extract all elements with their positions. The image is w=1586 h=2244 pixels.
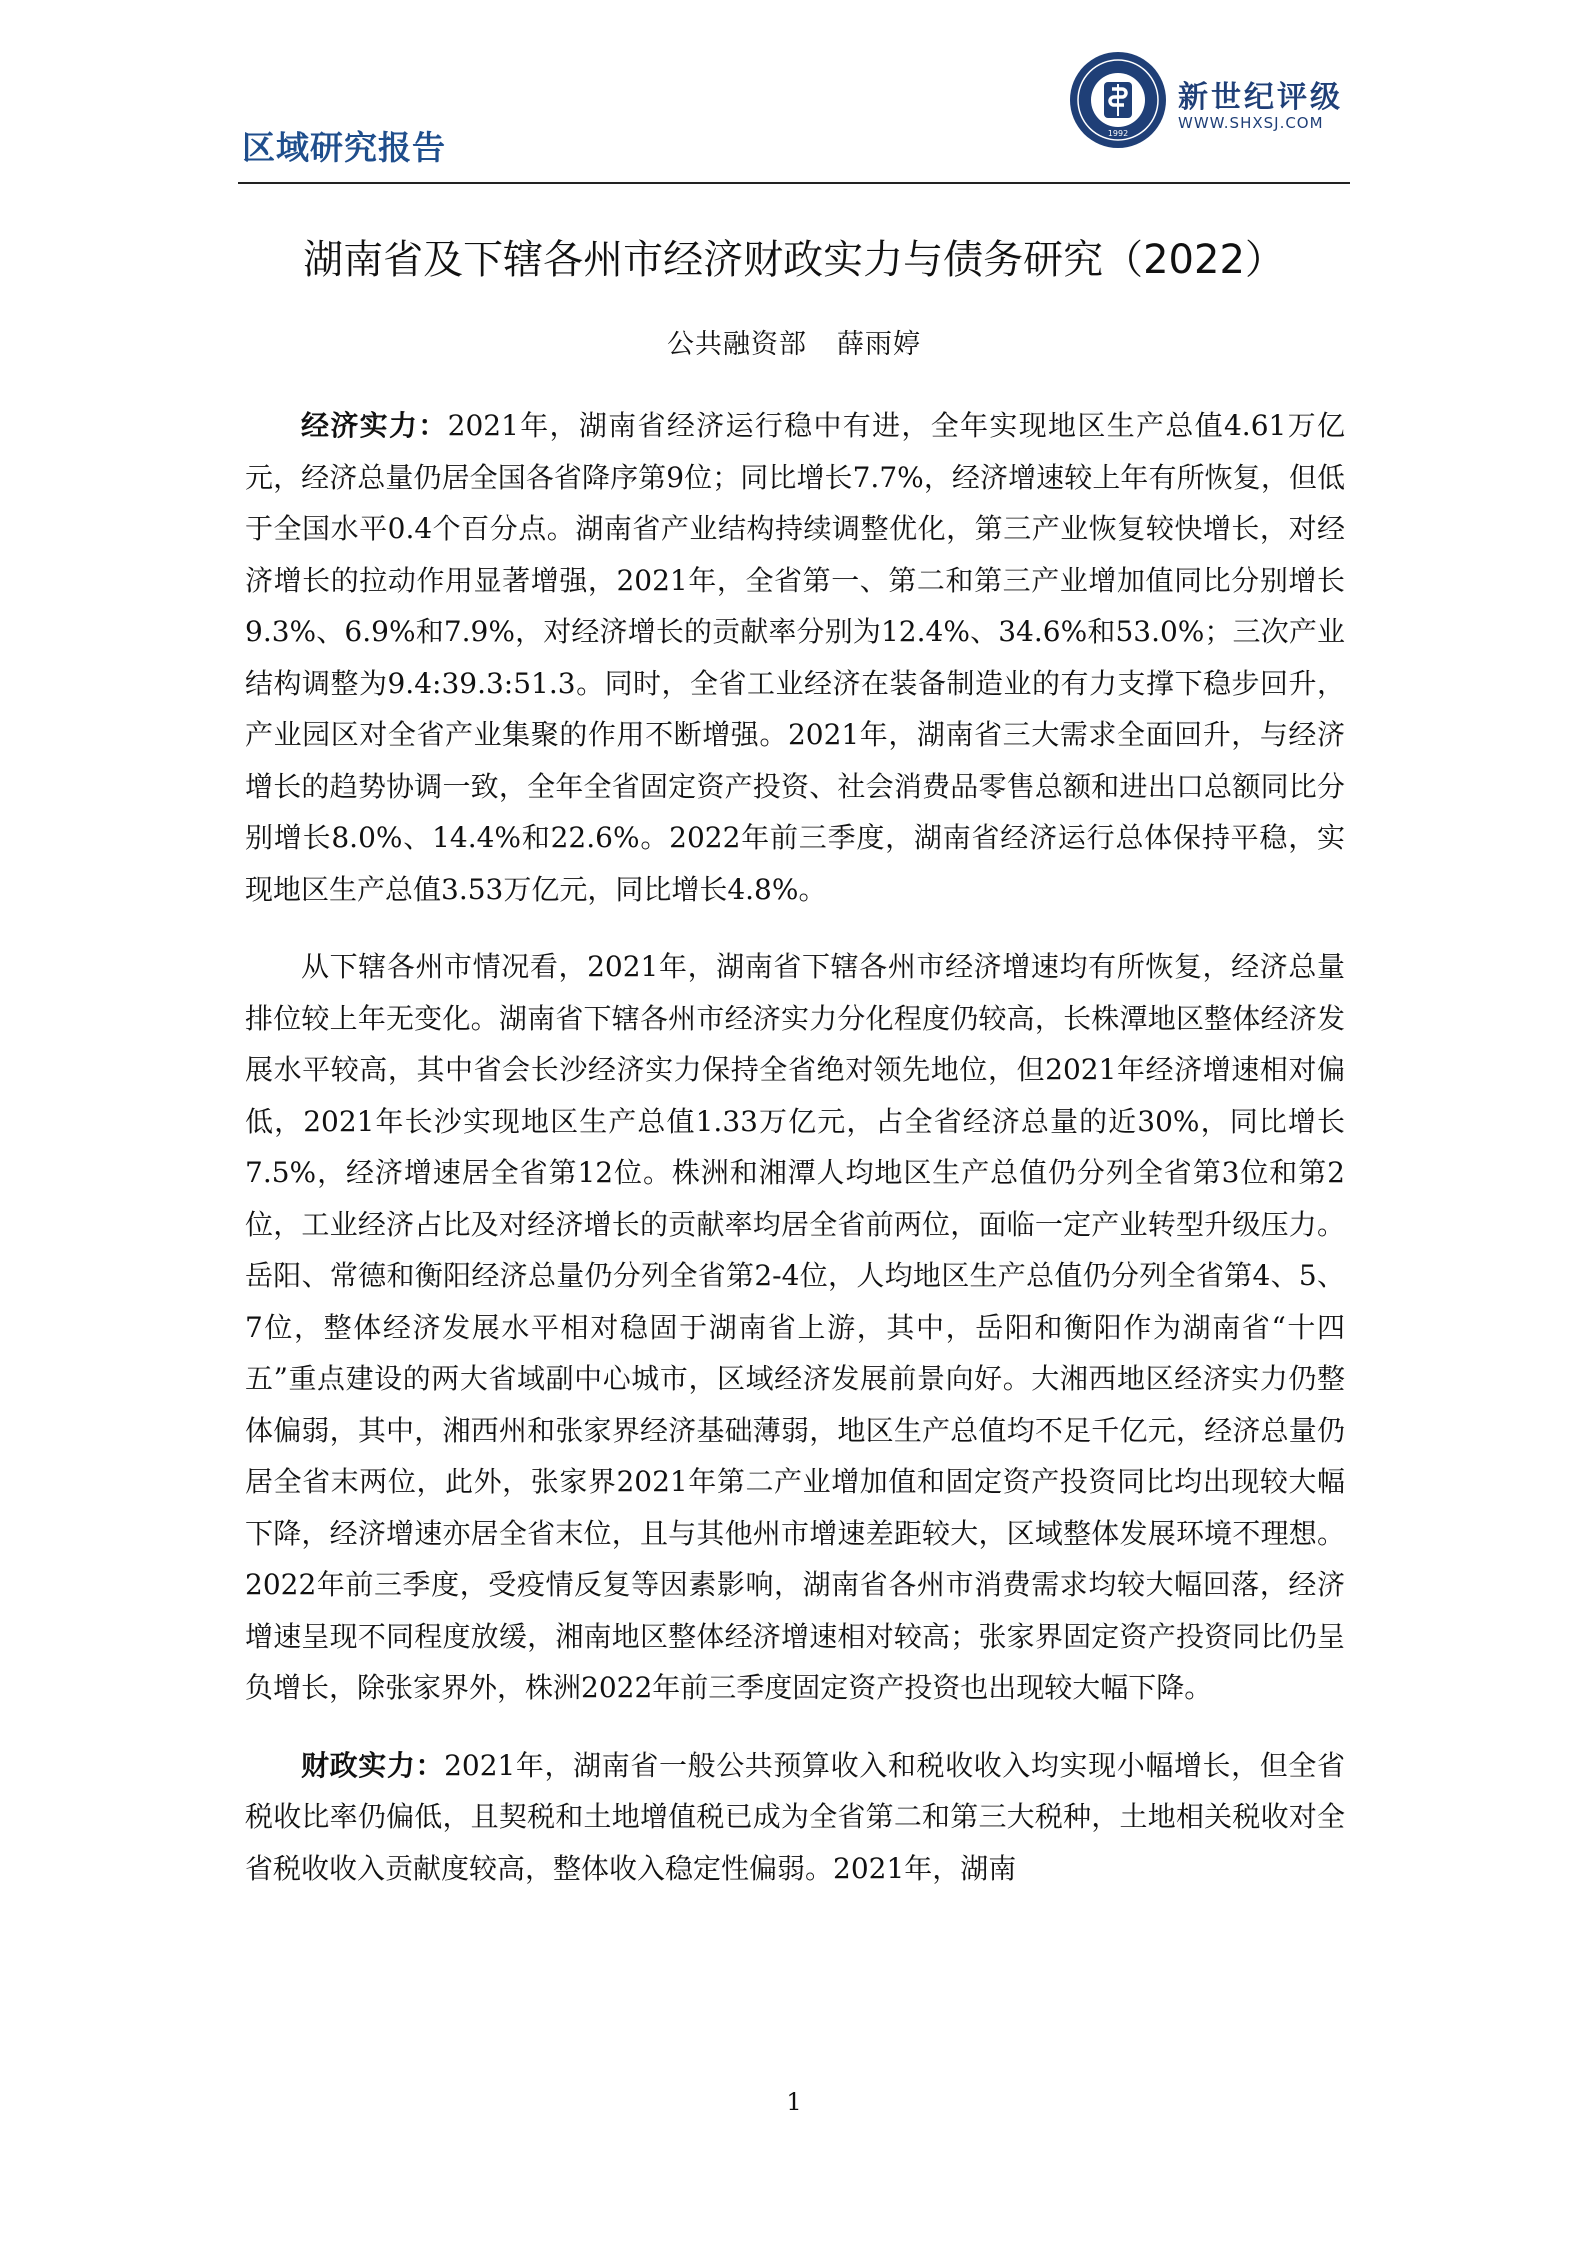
report-type-label: 区域研究报告: [242, 128, 446, 167]
page-number: 1: [786, 2088, 802, 2116]
logo-name: 新世纪评级: [1178, 80, 1343, 115]
company-logo: [1068, 50, 1348, 150]
paragraph-text: 2021年，湖南省经济运行稳中有进，全年实现地区生产总值4.61万亿元，经济总量仍居全国各省降序第9位；同比增长7.7%，经济增速较上年有所恢复，但低于全国水平0.4个百分点。湖南省产业结构持续调整优化，第三产业恢复较快增长，对经济增长的拉动作用显著增强，2021年，全省第一、第二和第三产业增加值同比分别增长9.3%、6.9%和7.9%，对经济增长的贡献率分别为12.4%、34.6%和53.0%；三次产业结构调整为9.4:39.3:51.3。同时，全省工业经济在装备制造业的有力支撑下稳步回升，产业园区对全省产业集聚的作用不断增强。2021年，湖南省三大需求全面回升，与经济增长的趋势协调一致，全年全省固定资产投资、社会消费品零售总额和进出口总额同比分别增长8.0%、14.4%和22.6%。2022年前三季度，湖南省经济运行总体保持平稳，实现地区生产总值3.53万亿元，同比增长4.8%。: [245, 409, 1345, 906]
rating-agency-seal-icon: [1068, 50, 1168, 150]
paragraph-lead: 财政实力：: [301, 1748, 445, 1782]
page-header: [238, 50, 1350, 188]
paragraph-fiscal-strength: [245, 1740, 1345, 1895]
department-name: 公共融资部: [667, 329, 807, 360]
document-body: [245, 400, 1345, 1894]
paragraph-economic-strength: [245, 400, 1345, 915]
document-title: 湖南省及下辖各州市经济财政实力与债务研究（2022）: [303, 237, 1285, 283]
paragraph-text: 从下辖各州市情况看，2021年，湖南省下辖各州市经济增速均有所恢复，经济总量排位较上年无变化。湖南省下辖各州市经济实力分化程度仍较高，长株潭地区整体经济发展水平较高，其中省会长沙经济实力保持全省绝对领先地位，但2021年经济增速相对偏低，2021年长沙实现地区生产总值1.33万亿元，占全省经济总量的近30%，同比增长7.5%，经济增速居全省第12位。株洲和湘潭人均地区生产总值仍分列全省第3位和第2位，工业经济占比及对经济增长的贡献率均居全省前两位，面临一定产业转型升级压力。岳阳、常德和衡阳经济总量仍分列全省第2-4位，人均地区生产总值仍分列全省第4、5、7位，整体经济发展水平相对稳固于湖南省上游，其中，岳阳和衡阳作为湖南省“十四五”重点建设的两大省域副中心城市，区域经济发展前景向好。大湘西地区经济实力仍整体偏弱，其中，湘西州和张家界经济基础薄弱，地区生产总值均不足千亿元，经济总量仍居全省末两位，此外，张家界2021年第二产业增加值和固定资产投资同比均出现较大幅下降，经济增速亦居全省末位，且与其他州市增速差距较大，区域整体发展环境不理想。2022年前三季度，受疫情反复等因素影响，湖南省各州市消费需求均较大幅回落，经济增速呈现不同程度放缓，湘南地区整体经济增速相对较高；张家界固定资产投资同比仍呈负增长，除张家界外，株洲2022年前三季度固定资产投资也出现较大幅下降。: [245, 950, 1345, 1704]
paragraph-text: 2021年，湖南省一般公共预算收入和税收收入均实现小幅增长，但全省税收比率仍偏低，且契税和土地增值税已成为全省第二和第三大税种，土地相关税收对全省税收收入贡献度较高，整体收入稳定性偏弱。2021年，湖南: [245, 1748, 1345, 1885]
author-line: [238, 322, 1350, 361]
author-name: 薛雨婷: [837, 329, 921, 360]
paragraph-prefecture-overview: [245, 941, 1345, 1714]
logo-year: 1992: [1107, 129, 1129, 138]
paragraph-lead: 经济实力：: [301, 409, 448, 442]
header-divider: [238, 182, 1350, 184]
logo-url: WWW.SHXSJ.COM: [1178, 114, 1324, 132]
